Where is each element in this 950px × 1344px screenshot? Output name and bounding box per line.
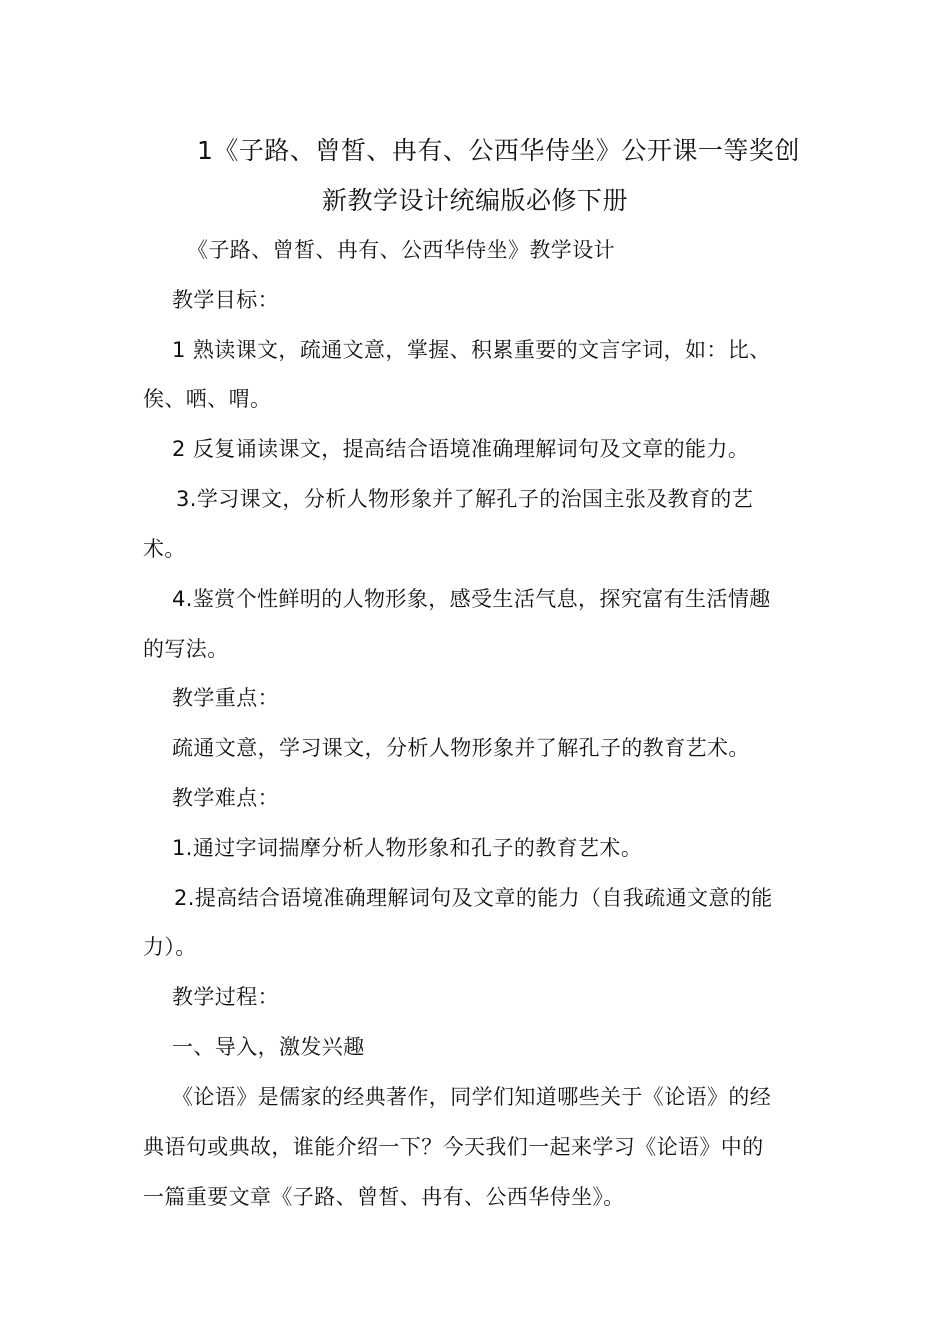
objective-2: 2 反复诵读课文，提高结合语境准确理解词句及文章的能力。 — [172, 437, 750, 461]
objective-3-line-2: 术。 — [143, 537, 186, 561]
document-title-line-2: 新教学设计统编版必修下册 — [322, 186, 629, 215]
key-points-heading: 教学重点： — [172, 686, 279, 710]
objective-3-line-1: 3.学习课文，分析人物形象并了解孔子的治国主张及教育的艺 — [176, 487, 754, 511]
difficulties-heading: 教学难点： — [172, 786, 279, 810]
difficulty-1: 1.通过字词揣摩分析人物形象和孔子的教育艺术。 — [172, 836, 643, 860]
section-1-heading: 一、导入，激发兴趣 — [172, 1035, 365, 1059]
objectives-heading: 教学目标： — [172, 288, 279, 312]
objective-1-line-1: 1 熟读课文，疏通文意，掌握、积累重要的文言字词，如：比、 — [172, 338, 771, 362]
difficulty-2-line-2: 力）。 — [143, 935, 197, 959]
process-heading: 教学过程： — [172, 985, 279, 1009]
intro-paragraph-line-3: 一篇重要文章《子路、曾皙、冉有、公西华侍坐》。 — [143, 1185, 625, 1209]
objective-4-line-2: 的写法。 — [143, 637, 229, 661]
difficulty-2-line-1: 2.提高结合语境准确理解词句及文章的能力（自我疏通文意的能 — [174, 886, 773, 910]
objective-1-line-2: 俟、哂、喟。 — [143, 387, 272, 411]
intro-paragraph-line-1: 《论语》是儒家的经典著作，同学们知道哪些关于《论语》的经 — [172, 1085, 772, 1109]
key-points-text: 疏通文意，学习课文，分析人物形象并了解孔子的教育艺术。 — [172, 736, 750, 760]
document-subtitle: 《子路、曾皙、冉有、公西华侍坐》教学设计 — [187, 238, 615, 262]
document-title-line-1: 1《子路、曾皙、冉有、公西华侍坐》公开课一等奖创 — [197, 136, 800, 165]
objective-4-line-1: 4.鉴赏个性鲜明的人物形象，感受生活气息，探究富有生活情趣 — [172, 587, 771, 611]
intro-paragraph-line-2: 典语句或典故，谁能介绍一下？今天我们一起来学习《论语》中的 — [143, 1135, 764, 1159]
